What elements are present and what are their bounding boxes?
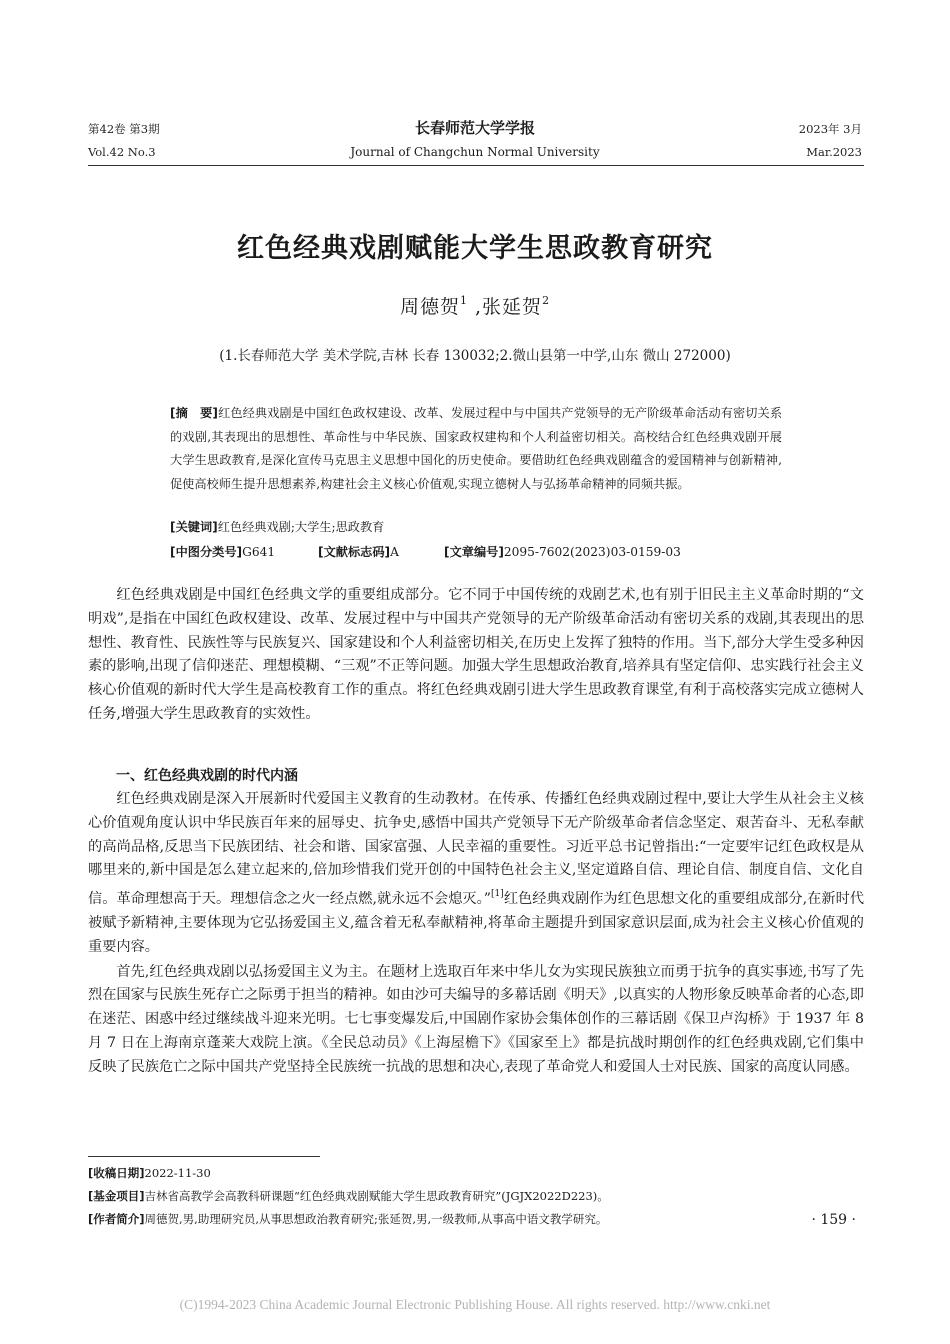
copyright-footer: (C)1994-2023 China Academic Journal Electronic Publishing House. All rights reserved. http://www.cnki.net xyxy=(179,1297,771,1312)
journal-title-en: Journal of Changchun Normal University xyxy=(350,145,600,159)
author-2: 张延贺 xyxy=(482,296,543,318)
footnote-rule xyxy=(88,1156,320,1157)
paragraph-2-part-b: 红色经典戏剧作为红色思想文化的重要组成部分,在新时代被赋予新精神,主要体现为它弘扬爱国主义,蕴含着无私奉献精神,将革命主题提升到国家意识层面,成为社会主义核心价值观的重要内容。 xyxy=(88,891,865,955)
abstract-label: [摘 要] xyxy=(170,406,218,420)
author-bio-label: [作者简介] xyxy=(88,1212,145,1226)
paragraph-3: 首先,红色经典戏剧以弘扬爱国主义为主。在题材上选取百年来中华儿女为实现民族独立而勇于抗争的真实事迹,书写了先烈在国家与民族生死存亡之际勇于担当的精神。如由沙可夫编导的多幕话剧《明天》,以真实的人物形象反映革命者的心态,即在迷茫、困惑中经过继续战斗迎来光明。七七事变爆发后,中国剧作家协会集体创作的三幕话剧《保卫卢沟桥》于 1937 年 8 月 7 日在上海南京蓬莱大戏院上演。《全民总动员》《上海屋檐下》《国家至上》都是抗战时期创作的红色经典戏剧,它们集中反映了民族危亡之际中国共产党坚持全民族统一抗战的思想和决心,表现了革命党人和爱国人士对民族、国家的高度认同感。 xyxy=(88,963,864,1075)
article-number xyxy=(444,543,681,560)
volume-issue-cn: 第42卷 第3期 xyxy=(88,122,160,136)
doc-code-value: A xyxy=(390,545,399,559)
fund-label: [基金项目] xyxy=(88,1189,145,1203)
section1-body xyxy=(88,788,864,1080)
header-rule xyxy=(88,165,864,166)
clc-label: [中图分类号] xyxy=(170,545,243,559)
author-separator: , xyxy=(467,296,483,318)
paragraph-2-part-a: 红色经典戏剧是深入开展新时代爱国主义教育的生动教材。在传承、传播红色经典戏剧过程中,要让大学生从社会主义核心价值观角度认识中华民族百年来的屈辱史、抗争史,感悟中国共产党领导下无产阶级革命者信念坚定、艰苦奋斗、无私奉献的高尚品格,反思当下民族团结、社会和谐、国家富强、人民幸福的重要性。习近平总书记曾指出:“一定要牢记红色政权是从哪里来的,新中国是怎么建立起来的,倍加珍惜我们党开创的中国特色社会主义,坚定道路自信、理论自信、制度自信、文化自信。革命理想高于天。理想信念之火一经点燃,就永远不会熄灭。” xyxy=(88,791,865,908)
footnote-fund xyxy=(88,1188,609,1204)
page-number: · 159 · xyxy=(811,1212,856,1228)
article-title: 红色经典戏剧赋能大学生思政教育研究 xyxy=(237,233,713,264)
document-code xyxy=(318,543,399,560)
footnote-received xyxy=(88,1165,211,1181)
clc-value: G641 xyxy=(242,545,276,559)
intro-paragraph xyxy=(88,584,864,727)
received-value: 2022-11-30 xyxy=(144,1166,211,1180)
keywords xyxy=(170,518,384,535)
article-number-label: [文章编号] xyxy=(444,545,504,559)
author-1-affil-mark: 1 xyxy=(459,294,468,307)
issue-date-en: Mar.2023 xyxy=(806,145,862,159)
article-number-value: 2095-7602(2023)03-0159-03 xyxy=(503,545,681,559)
affiliation: (1.长春师范大学 美术学院,吉林 长春 130032;2.微山县第一中学,山东 微山 272000) xyxy=(219,348,731,364)
issue-date-cn: 2023年 3月 xyxy=(798,122,862,136)
keywords-label: [关键词] xyxy=(170,520,218,534)
abstract-text: 红色经典戏剧是中国红色政权建设、改革、发展过程中与中国共产党领导的无产阶级革命活动有密切关系的戏剧,其表现出的思想性、革命性与中华民族、国家政权建构和个人利益密切相关。高校结合红色经典戏剧开展大学生思政教育,是深化宣传马克思主义思想中国化的历史使命。要借助红色经典戏剧蕴含的爱国精神与创新精神,促使高校师生提升思想素养,构建社会主义核心价值观,实现立德树人与弘扬革命精神的同频共振。 xyxy=(170,406,783,492)
journal-title-cn: 长春师范大学学报 xyxy=(414,119,535,137)
author-bio-value: 周德贺,男,助理研究员,从事思想政治教育研究;张延贺,男,一级教师,从事高中语文教学研究。 xyxy=(144,1212,608,1226)
keywords-text: 红色经典戏剧;大学生;思政教育 xyxy=(217,520,385,534)
author-1: 周德贺 xyxy=(399,296,460,318)
section-heading-1: 一、红色经典戏剧的时代内涵 xyxy=(116,768,298,784)
intro-text: 红色经典戏剧是中国红色经典文学的重要组成部分。它不同于中国传统的戏剧艺术,也有别于旧民主主义革命时期的“文明戏”,是指在中国红色政权建设、改革、发展过程中与中国共产党领导的无产阶级革命活动有密切关系的戏剧,其表现出的思想性、教育性、民族性等与民族复兴、国家建设和个人利益密切相关,在历史上发挥了独特的作用。当下,部分大学生受多种因素的影响,出现了信仰迷茫、理想模糊、“三观”不正等问题。加强大学生思想政治教育,培养具有坚定信仰、忠实践行社会主义核心价值观的新时代大学生是高校教育工作的重点。将红色经典戏剧引进大学生思政教育课堂,有利于高校落实完成立德树人任务,增强大学生思政教育的实效性。 xyxy=(88,587,864,722)
doc-code-label: [文献标志码] xyxy=(318,545,391,559)
author-2-affil-mark: 2 xyxy=(542,294,551,307)
abstract xyxy=(170,402,782,497)
volume-issue-en: Vol.42 No.3 xyxy=(88,145,156,159)
author-line xyxy=(0,292,950,319)
citation-ref-1: [1] xyxy=(491,889,504,900)
received-label: [收稿日期] xyxy=(88,1166,145,1180)
clc-number xyxy=(170,543,275,560)
footnote-author-bio xyxy=(88,1211,607,1227)
paragraph-2 xyxy=(88,788,864,960)
fund-value: 吉林省高教学会高教科研课题“红色经典戏剧赋能大学生思政教育研究”(JGJX2022D223)。 xyxy=(144,1189,609,1203)
